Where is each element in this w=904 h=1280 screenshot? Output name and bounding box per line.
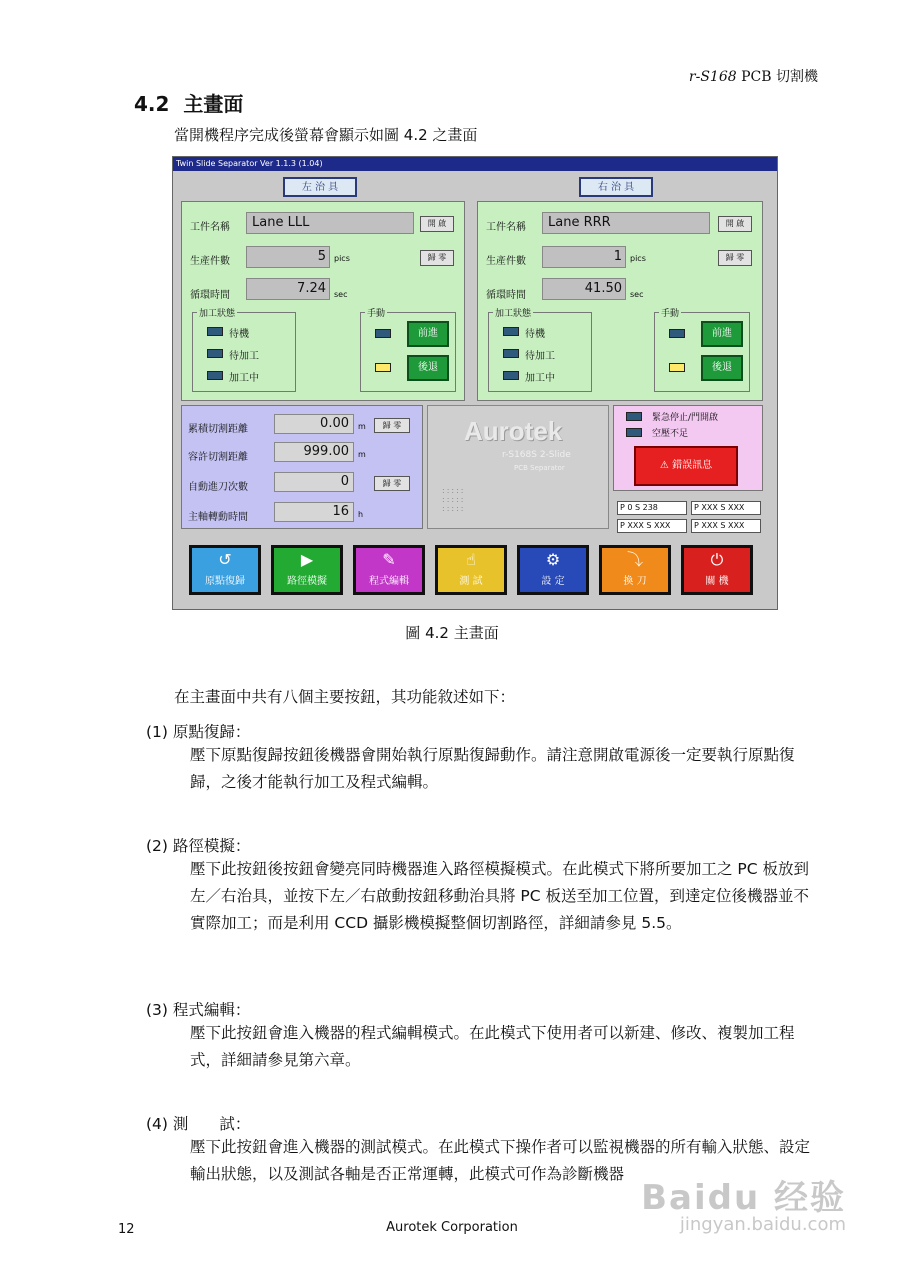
status-label: 待加工 (525, 351, 555, 362)
item-heading: (4) 測 試： (146, 1115, 251, 1133)
watermark-logo: Baidu 经验 (641, 1178, 846, 1218)
manual-group (654, 309, 750, 392)
main-screen-figure (172, 156, 778, 610)
item-body: 壓下此按鈕會進入機器的測試模式。在此模式下操作者可以監視機器的所有輸入狀態、設定輸出狀態，以及測試各軸是否正常運轉，此模式可作為診斷機器 (190, 1138, 811, 1183)
feed-count-reset-button[interactable]: 歸 零 (374, 476, 410, 491)
program-edit-label: 程式編輯 (369, 576, 409, 587)
status-group-title: 加工狀態 (493, 306, 533, 319)
section-number: 4.2 (134, 92, 170, 116)
section-title (134, 88, 243, 117)
status-label: 待機 (525, 329, 545, 340)
window-titlebar: Twin Slide Separator Ver 1.1.3 (1.04) (173, 157, 777, 171)
speaker-grille-icon: ::::: ::::: ::::: (442, 486, 466, 513)
open-button[interactable]: 開 啟 (420, 216, 454, 232)
status-label: 加工中 (525, 373, 555, 384)
cycle-label: 循環時間 (190, 290, 230, 301)
stat-label: 自動進刀次數 (188, 482, 248, 493)
forward-led (375, 329, 391, 338)
position-box: P 0 S 238 (617, 501, 687, 515)
count-label: 生產件數 (486, 256, 526, 267)
home-return-label: 原點復歸 (205, 576, 245, 587)
right-fixture-tab[interactable]: 右 治 具 (579, 177, 653, 197)
stat-value: 0 (274, 472, 354, 492)
settings-button[interactable] (517, 545, 589, 595)
model-name: r-S168 (688, 69, 737, 85)
path-simulation-label: 路徑模擬 (287, 576, 327, 587)
running-header (689, 66, 818, 86)
stat-unit: m (358, 450, 366, 459)
shutdown-button[interactable] (681, 545, 753, 595)
warning-icon: ⚠ (659, 460, 669, 471)
item-body: 壓下此按鈕後按鈕會變亮同時機器進入路徑模擬模式。在此模式下將所要加工之 PC 板放到左／右治具，並按下左／右啟動按鈕移動治具將 PC 板送至加工位置，到達定位後機器並不實際加工；而是利用 CCD 攝影機模擬整個切割路徑，詳細請參見 5.5。 (190, 860, 810, 932)
item-heading: (2) 路徑模擬： (146, 837, 251, 855)
status-label: 待加工 (229, 351, 259, 362)
distance-reset-button[interactable]: 歸 零 (374, 418, 410, 433)
error-message-button[interactable] (634, 446, 738, 486)
left-fixture-tab[interactable]: 左 治 具 (283, 177, 357, 197)
logo-panel (427, 405, 609, 529)
count-reset-button[interactable]: 歸 零 (718, 250, 752, 266)
status-group (192, 309, 296, 392)
forward-button[interactable]: 前進 (701, 321, 743, 347)
air-label: 空壓不足 (652, 429, 689, 439)
status-led (503, 327, 519, 336)
path-simulation-button[interactable] (271, 545, 343, 595)
page-number: 12 (118, 1222, 135, 1237)
cycle-unit: sec (630, 290, 644, 299)
cycle-field: 41.50 (542, 278, 626, 300)
air-led (626, 428, 642, 437)
hand-icon: ☝ (466, 550, 476, 569)
position-box: P XXX S XXX (691, 501, 761, 515)
back-led (669, 363, 685, 372)
intro-text: 當開機程序完成後螢幕會顯示如圖 4.2 之畫面 (174, 126, 478, 144)
position-box: P XXX S XXX (617, 519, 687, 533)
item-body: 壓下原點復歸按鈕後機器會開始執行原點復歸動作。請注意開啟電源後一定要執行原點復歸，之後才能執行加工及程式編輯。 (190, 746, 795, 791)
figure-caption: 圖 4.2 主畫面 (405, 624, 499, 642)
open-button[interactable]: 開 啟 (718, 216, 752, 232)
stat-value: 999.00 (274, 442, 354, 462)
stat-value: 16 (274, 502, 354, 522)
header-text: PCB 切割機 (741, 69, 818, 85)
power-icon: ⏻ (710, 550, 724, 569)
cycle-field: 7.24 (246, 278, 330, 300)
position-box: P XXX S XXX (691, 519, 761, 533)
count-field: 5 (246, 246, 330, 268)
stat-value: 0.00 (274, 414, 354, 434)
stat-unit: m (358, 422, 366, 431)
back-button[interactable]: 後退 (407, 355, 449, 381)
tool-change-icon: ⤵ (626, 550, 643, 569)
right-fixture-panel (477, 201, 763, 401)
forward-led (669, 329, 685, 338)
part-name-label: 工件名稱 (190, 222, 230, 233)
count-reset-button[interactable]: 歸 零 (420, 250, 454, 266)
home-return-icon: ↺ (218, 550, 232, 569)
stat-label: 累積切割距離 (188, 424, 248, 435)
status-led (207, 327, 223, 336)
cutting-stats-panel (181, 405, 423, 529)
watermark-url: jingyan.baidu.com (679, 1214, 846, 1235)
tool-change-label: 換 刀 (623, 576, 647, 587)
item-body: 壓下此按鈕會進入機器的程式編輯模式。在此模式下使用者可以新建、修改、複製加工程式，詳細請參見第六章。 (190, 1024, 795, 1069)
left-fixture-panel (181, 201, 465, 401)
manual-group (360, 309, 456, 392)
part-name-field: Lane RRR (542, 212, 710, 234)
test-label: 測 試 (459, 576, 483, 587)
stat-label: 主軸轉動時間 (188, 512, 248, 523)
home-return-button[interactable] (189, 545, 261, 595)
gear-icon: ⚙ (545, 550, 561, 569)
emergency-label: 緊急停止/門開啟 (652, 413, 719, 423)
item-heading: (1) 原點復歸： (146, 723, 251, 741)
status-group-title: 加工狀態 (197, 306, 237, 319)
manual-group-title: 手動 (365, 306, 387, 319)
count-unit: pics (630, 254, 646, 263)
count-label: 生產件數 (190, 256, 230, 267)
summary-text: 在主畫面中共有八個主要按鈕，其功能敘述如下： (174, 688, 516, 706)
play-icon: ▶ (300, 550, 314, 569)
back-led (375, 363, 391, 372)
error-message-label: 錯誤訊息 (672, 460, 713, 471)
emergency-led (626, 412, 642, 421)
status-label: 加工中 (229, 373, 259, 384)
logo-subtitle: PCB Separator (514, 464, 565, 472)
back-button[interactable]: 後退 (701, 355, 743, 381)
forward-button[interactable]: 前進 (407, 321, 449, 347)
part-name-field: Lane LLL (246, 212, 414, 234)
tool-change-button[interactable] (599, 545, 671, 595)
shutdown-label: 關 機 (705, 576, 729, 587)
status-led (503, 349, 519, 358)
status-group (488, 309, 592, 392)
manual-group-title: 手動 (659, 306, 681, 319)
stat-unit: h (358, 510, 364, 519)
cycle-label: 循環時間 (486, 290, 526, 301)
edit-icon: ✎ (382, 550, 396, 569)
count-unit: pics (334, 254, 350, 263)
status-led (503, 371, 519, 380)
status-led (207, 371, 223, 380)
part-name-label: 工件名稱 (486, 222, 526, 233)
item-heading: (3) 程式編輯： (146, 1001, 251, 1019)
test-button[interactable] (435, 545, 507, 595)
program-edit-button[interactable] (353, 545, 425, 595)
cycle-unit: sec (334, 290, 348, 299)
count-field: 1 (542, 246, 626, 268)
settings-label: 設 定 (541, 576, 565, 587)
status-label: 待機 (229, 329, 249, 340)
brand-logo: Aurotek (464, 416, 563, 446)
status-led (207, 349, 223, 358)
section-name: 主畫面 (183, 92, 244, 116)
footer-company: Aurotek Corporation (386, 1220, 518, 1235)
stat-label: 容許切割距離 (188, 452, 248, 463)
alert-panel (613, 405, 763, 491)
logo-model: r-S168S 2-Slide (502, 450, 571, 460)
